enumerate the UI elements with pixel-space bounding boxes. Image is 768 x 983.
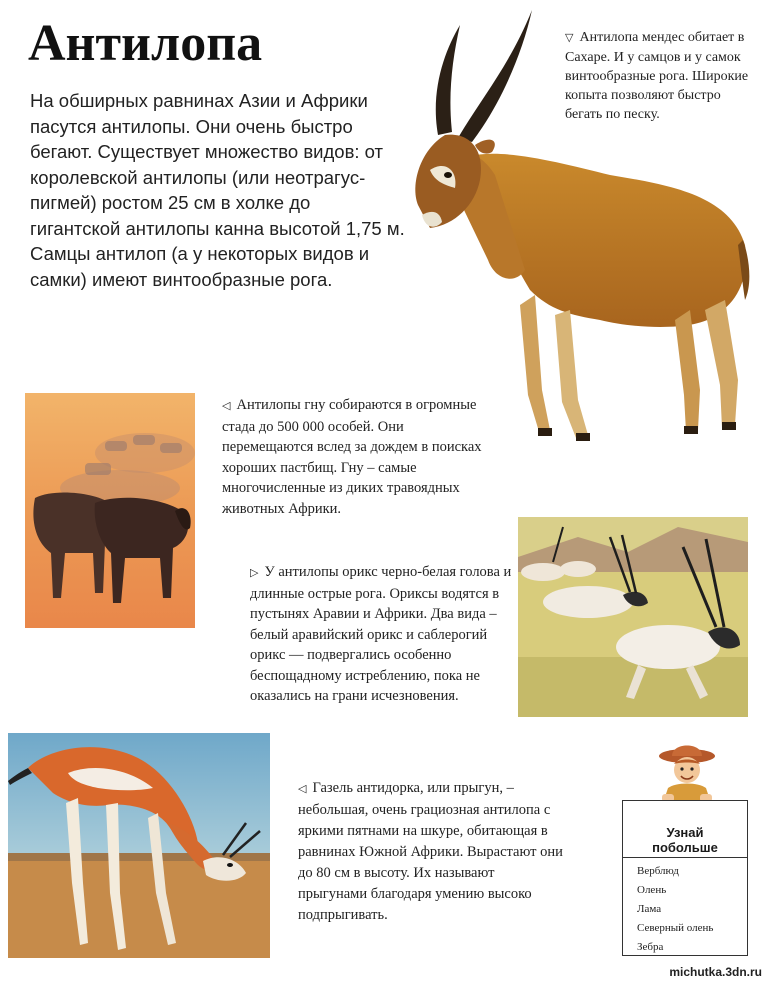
gnu-caption-text: Антилопы гну собираются в огромные стада до 500 000 особей. Они перемещаются вслед за дождем в поисках хороших пастбищ. Гну – самые многочисленные из диких травоядных животных Африки. [222, 397, 482, 517]
sidebar-item-deer: Олень [637, 884, 667, 896]
oryx-illustration [518, 517, 748, 717]
oryx-caption-text: У антилопы орикс черно-белая голова и длинные острые рога. Ориксы водятся в пустынях Аравии и Африки. Два вида – белый аравийский орикс и саблерогий орикс — подвергались особенно беспощадному истреблению, пока не оказались на грани исчезновения. [250, 564, 512, 704]
springbok-caption [298, 778, 566, 926]
springbok-caption-text: Газель антидорка, или прыгун, – небольшая, очень грациозная антилопа с яркими пятнами на шкуре, обитающая в равнинах Южной Африки. Вырастают они до 80 см в высоту. Их называют прыгунами благодаря умению высоко подпрыгивать. [298, 780, 563, 923]
page-title: Антилопа [28, 15, 263, 72]
sidebar-heading-line1: Узнай [666, 825, 704, 840]
intro-text-block [30, 88, 405, 292]
mendes-caption [565, 28, 761, 124]
sidebar-list [623, 862, 747, 957]
learn-more-sidebar [622, 800, 748, 956]
site-watermark: michutka.3dn.ru [669, 965, 762, 979]
sidebar-item-reindeer: Северный олень [637, 922, 714, 934]
oryx-caption [250, 562, 512, 707]
intro-paragraph: На обширных равнинах Азии и Африки пасутся антилопы. Они очень быстро бегают. Существует множество видов: от королевской антилопы (или неотрагус-пигмей) ростом 25 см в холке до гигантской антилопы канна высотой 1,75 м. Самцы антилоп (а у некоторых видов и самки) имеют винтообразные рога. [30, 90, 405, 290]
sidebar-item-camel: Верблюд [637, 865, 679, 877]
gnu-caption [222, 395, 484, 519]
sidebar-item-llama: Лама [637, 903, 662, 915]
right-triangle-icon: ▷ [250, 567, 259, 579]
sidebar-item-zebra: Зебра [637, 941, 664, 953]
left-triangle-icon: ◁ [298, 783, 307, 795]
sidebar-heading-line2: побольше [652, 840, 718, 855]
left-triangle-icon: ◁ [222, 400, 231, 412]
mendes-caption-text: Антилопа мендес обитает в Сахаре. И у самцов и у самок винтообразные рога. Широкие копыта позволяют быстро бегать по песку. [565, 30, 749, 122]
down-triangle-icon: ▽ [565, 32, 574, 44]
gnu-herd-illustration [25, 393, 195, 628]
springbok-illustration [8, 733, 270, 958]
sidebar-heading [623, 825, 747, 858]
